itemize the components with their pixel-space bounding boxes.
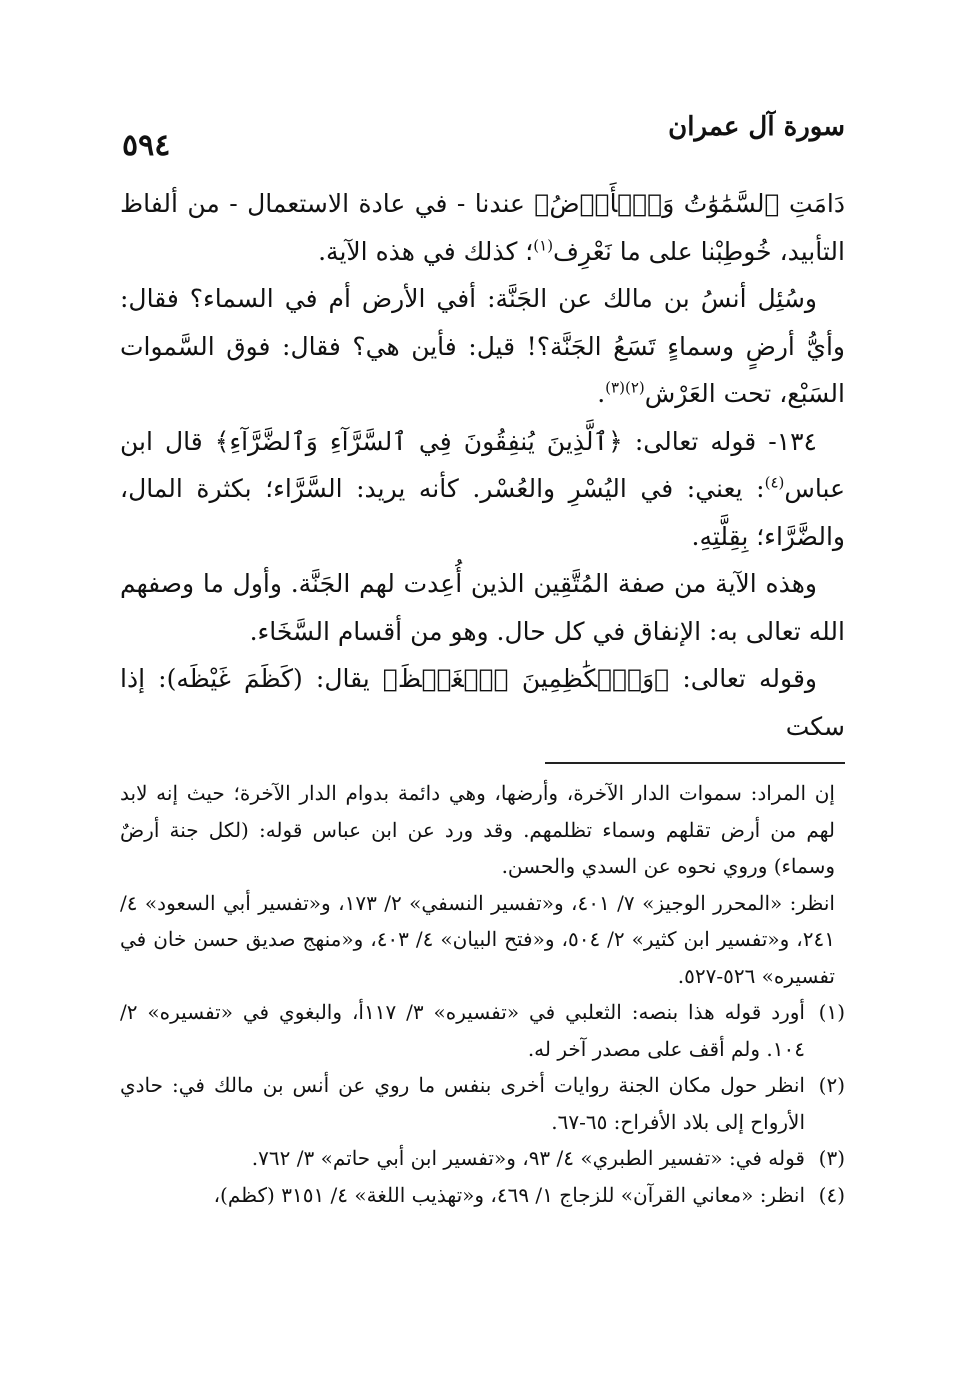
page-header [120,112,845,162]
paragraph-text: وهذه الآية من صفة المُتَّقِين الذين أُعِدت لهم الجَنَّة. وأول ما وصفهم الله تعالى به: الإنفاق في كل حال. وهو من أقسام السَّخَاء. [120,569,845,646]
paragraph-5 [120,655,845,750]
surah-title: سورة آل عمران [668,112,845,142]
page-number: ٥٩٤ [122,128,171,163]
footnote-text: أورد قوله هذا بنصه: الثعلبي في «تفسيره» ٣/ ١١٧أ، والبغوي في «تفسيره» ٢/ ١٠٤. ولم أقف على مصدر آخر له. [120,1000,805,1061]
footnote-divider [545,762,845,764]
paragraph-2 [120,275,845,418]
paragraph-3 [120,418,845,561]
footnote-text: قوله في: «تفسير الطبري» ٤/ ٩٣، و«تفسير ابن أبي حاتم» ٣/ ٧٦٢. [251,1146,805,1170]
footnote-continuation: انظر: «المحرر الوجيز» ٧/ ٤٠١، و«تفسير النسفي» ٢/ ١٧٣، و«تفسير أبي السعود» ٤/ ٢٤١، و«تفسير ابن كثير» ٢/ ٥٠٤، و«فتح البيان» ٤/ ٤٠٣، و«منهج صديق حسن خان في تفسيره» ٥٢٦-٥٢٧. [120,890,835,988]
paragraph-text: ١٣٤- قوله تعالى: [622,426,817,456]
footnote-item [120,1177,845,1214]
footnote-number: (٣) [818,1146,845,1170]
footnote-continuation: إن المراد: سموات الدار الآخرة، وأرضها، وهي دائمة بدوام الدار الآخرة؛ حيث إنه لابد لهم من أرض تقلهم وسماء تظلمهم. وقد ورد عن ابن عباس قوله: (لكل جنة أرضٌ وسماء) وروي نحوه عن السدي والحسن. [120,781,835,878]
footnote-text: انظر: «معاني القرآن» للزجاج ١/ ٤٦٩، و«تهذيب اللغة» ٤/ ٣١٥١ (كظم)، [213,1182,805,1207]
quran-verse: ﴿ٱلَّذِينَ يُنفِقُونَ فِي ٱلسَّرَّآءِ وَٱلضَّرَّآءِ﴾ [214,426,623,456]
paragraph-text: . [597,379,606,408]
footnote-number: (٤) [818,1182,845,1207]
footnote-text: انظر حول مكان الجنة روايات أخرى بنفس ما روي عن أنس بن مالك في: حادي الأرواح إلى بلاد الأفراح: ٦٥-٦٧. [120,1073,805,1134]
footnote-number: (١) [818,1000,845,1024]
footnotes [120,775,845,1213]
quran-verse: ﴿وَٱلۡكَٰظِمِينَ ٱلۡغَيۡظَ﴾ [382,664,670,693]
footnote-item [120,994,845,1067]
footnote-ref: (١) [533,236,554,255]
paragraph-4 [120,560,845,655]
footnote-item [120,1140,845,1177]
paragraph-text: عندنا - في عادة الاستعمال - من ألفاظ التأبيد، خُوطِبْنا على ما نَعْرِف [120,189,845,266]
paragraph-text: ؛ كذلك في هذه الآية. [318,236,534,266]
paragraph-text: يقال: (كَظَمَ غَيْظَه): إذا سكت [120,664,845,741]
footnote-ref: (٤) [764,473,785,492]
main-text [120,180,845,750]
paragraph-1 [120,180,845,275]
footnote-number: (٢) [818,1073,845,1097]
paragraph-text: قال ابن عباس [120,426,845,503]
paragraph-text: وقوله تعالى: [669,664,817,693]
footnote-ref: (٢)(٣) [605,378,645,397]
paragraph-text: وسُئِل أنسُ بن مالك عن الجَنَّة: أفي الأرض أم في السماء؟ فقال: وأيُّ أرضٍ وسماءٍ تَسَعُ الجَنَّة؟! قيل: فأين هي؟ فقال: فوق السَّموات السَبْع، تحت العَرْش [120,284,845,408]
footnote-item [120,1067,845,1140]
paragraph-text: : يعني: في اليُسْرِ والعُسْر. كأنه يريد: السَّرَّاء؛ بكثرة المال، والضَّرَّاء؛ بِقِلَّتِهِ. [120,474,845,551]
quran-verse: دَامَتِ ٱلسَّمَٰوَٰتُ وَٱلۡأَرۡضُ﴾ [534,189,845,218]
